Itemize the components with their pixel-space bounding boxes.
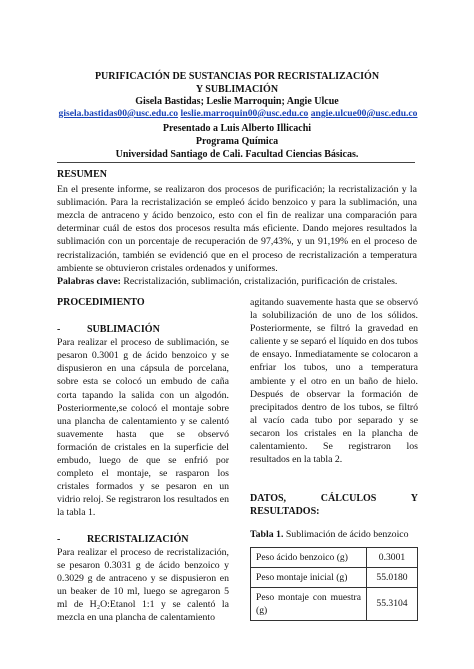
abstract	[57, 168, 417, 288]
abstract-heading: RESUMEN	[57, 169, 108, 180]
recrystallization-text: Para realizar el proceso de recristalización, se pesaron 0.3031 g de ácido benzoico y 0.3029 g de antraceno y se dispusieron en un beaker de 10 ml, luego se agregaron 5 ml de H₂O:Etanol 1:1 y se calentó la mezcla en una plancha de calentamiento	[57, 546, 229, 624]
email-link-2[interactable]: leslie.marroquin00@usc.edu.co	[180, 108, 309, 119]
email-link-3[interactable]: angie.ulcue00@usc.edu.co	[310, 108, 418, 119]
table-row	[251, 587, 418, 620]
keywords	[57, 275, 417, 288]
presented-to: Presentado a Luis Alberto Illicachi	[162, 123, 312, 134]
paper-title	[40, 70, 434, 96]
header-divider	[57, 162, 415, 163]
table-cell-value: 0.3001	[367, 547, 418, 567]
authors: Gisela Bastidas; Leslie Marroquin; Angie Ulcue	[135, 96, 339, 107]
table-cell-value: 55.0180	[367, 567, 418, 587]
keywords-text: Recristalización, sublimación, cristalización, purificación de cristales.	[120, 275, 398, 287]
program: Programa Química	[195, 136, 279, 147]
table-row	[251, 547, 418, 567]
table-caption: Tabla 1. Sublimación de ácido benzoico	[250, 529, 409, 541]
keywords-label: Palabras clave:	[57, 275, 121, 287]
procedure-heading: PROCEDIMIENTO	[57, 297, 145, 308]
title-line-2: Y SUBLIMACIÓN	[195, 84, 279, 95]
results-table	[250, 547, 418, 621]
table-cell-label: Peso montaje con muestra (g)	[251, 587, 367, 620]
recrystallization-continued: agitando suavemente hasta que se observó la solubilización de uno de los sólidos. Posteriormente, se filtró la gravedad en caliente y se separó el líquido en dos tubos de ensayo. Inmediatamente se colocaron a enfriar los tubos, uno a temperatura ambiente y el otro en un baño de hielo. Después de observar la formación de precipitados dentro de los tubos, se filtró al vacío cada tubo por separado y se secaron los cristales en la plancha de calentamiento. Se registraron los resultados en la tabla 2.	[250, 297, 418, 466]
email-link-1[interactable]: gisela.bastidas00@usc.edu.co	[58, 108, 179, 119]
table-cell-value: 55.3104	[367, 587, 418, 620]
university: Universidad Santiago de Cali. Facultad Ciencias Básicas.	[115, 149, 359, 160]
title-line-1: PURIFICACIÓN DE SUSTANCIAS POR RECRISTALIZACIÓN	[94, 71, 380, 82]
table-cell-label: Peso montaje inicial (g)	[251, 567, 367, 587]
table-cell-label: Peso ácido benzoico (g)	[251, 547, 367, 567]
abstract-text: En el presente informe, se realizaron dos procesos de purificación; la recristalización y la sublimación. Para la recristalización se empleó ácido benzoico y para la sublimación, una mezcla de antraceno y ácido benzoico, esto con el fin de realizar una comparación para determinar cuál de estos dos procesos resulta más eficiente. Dando mejores resultados la sublimación con un porcentaje de recuperación de 97,43%, y un 91,19% en el proceso de recristalización, también se evidenció que en el proceso de recristalización a temperatura ambiente se obtuvieron cristales ordenados y uniformes.	[57, 184, 417, 274]
left-column	[57, 296, 229, 624]
table-row	[251, 567, 418, 587]
recrystallization-heading: - RECRISTALIZACIÓN	[57, 533, 189, 545]
sublimation-text: Para realizar el proceso de sublimación, se pesaron 0.3001 g de ácido benzoico y se dispusieron en una cápsula de porcelana, sobre esta se colocó un embudo de caña corta tapando la salida con un algodón. Posteriormente,se colocó el montaje sobre una plancha de calentamiento y se calentó suavemente hasta que se observó formación de cristales en la superficie del embudo, luego de que se enfrió por completo el montaje, se rasparon los cristales formados y se pesaron en un vidrio reloj. Se registraron los resultados en la tabla 1.	[57, 337, 229, 519]
right-column	[250, 296, 418, 621]
results-heading: DATOS, CÁLCULOS Y RESULTADOS:	[250, 493, 418, 518]
author-emails	[48, 108, 428, 119]
sublimation-heading: - SUBLIMACIÓN	[57, 324, 160, 336]
